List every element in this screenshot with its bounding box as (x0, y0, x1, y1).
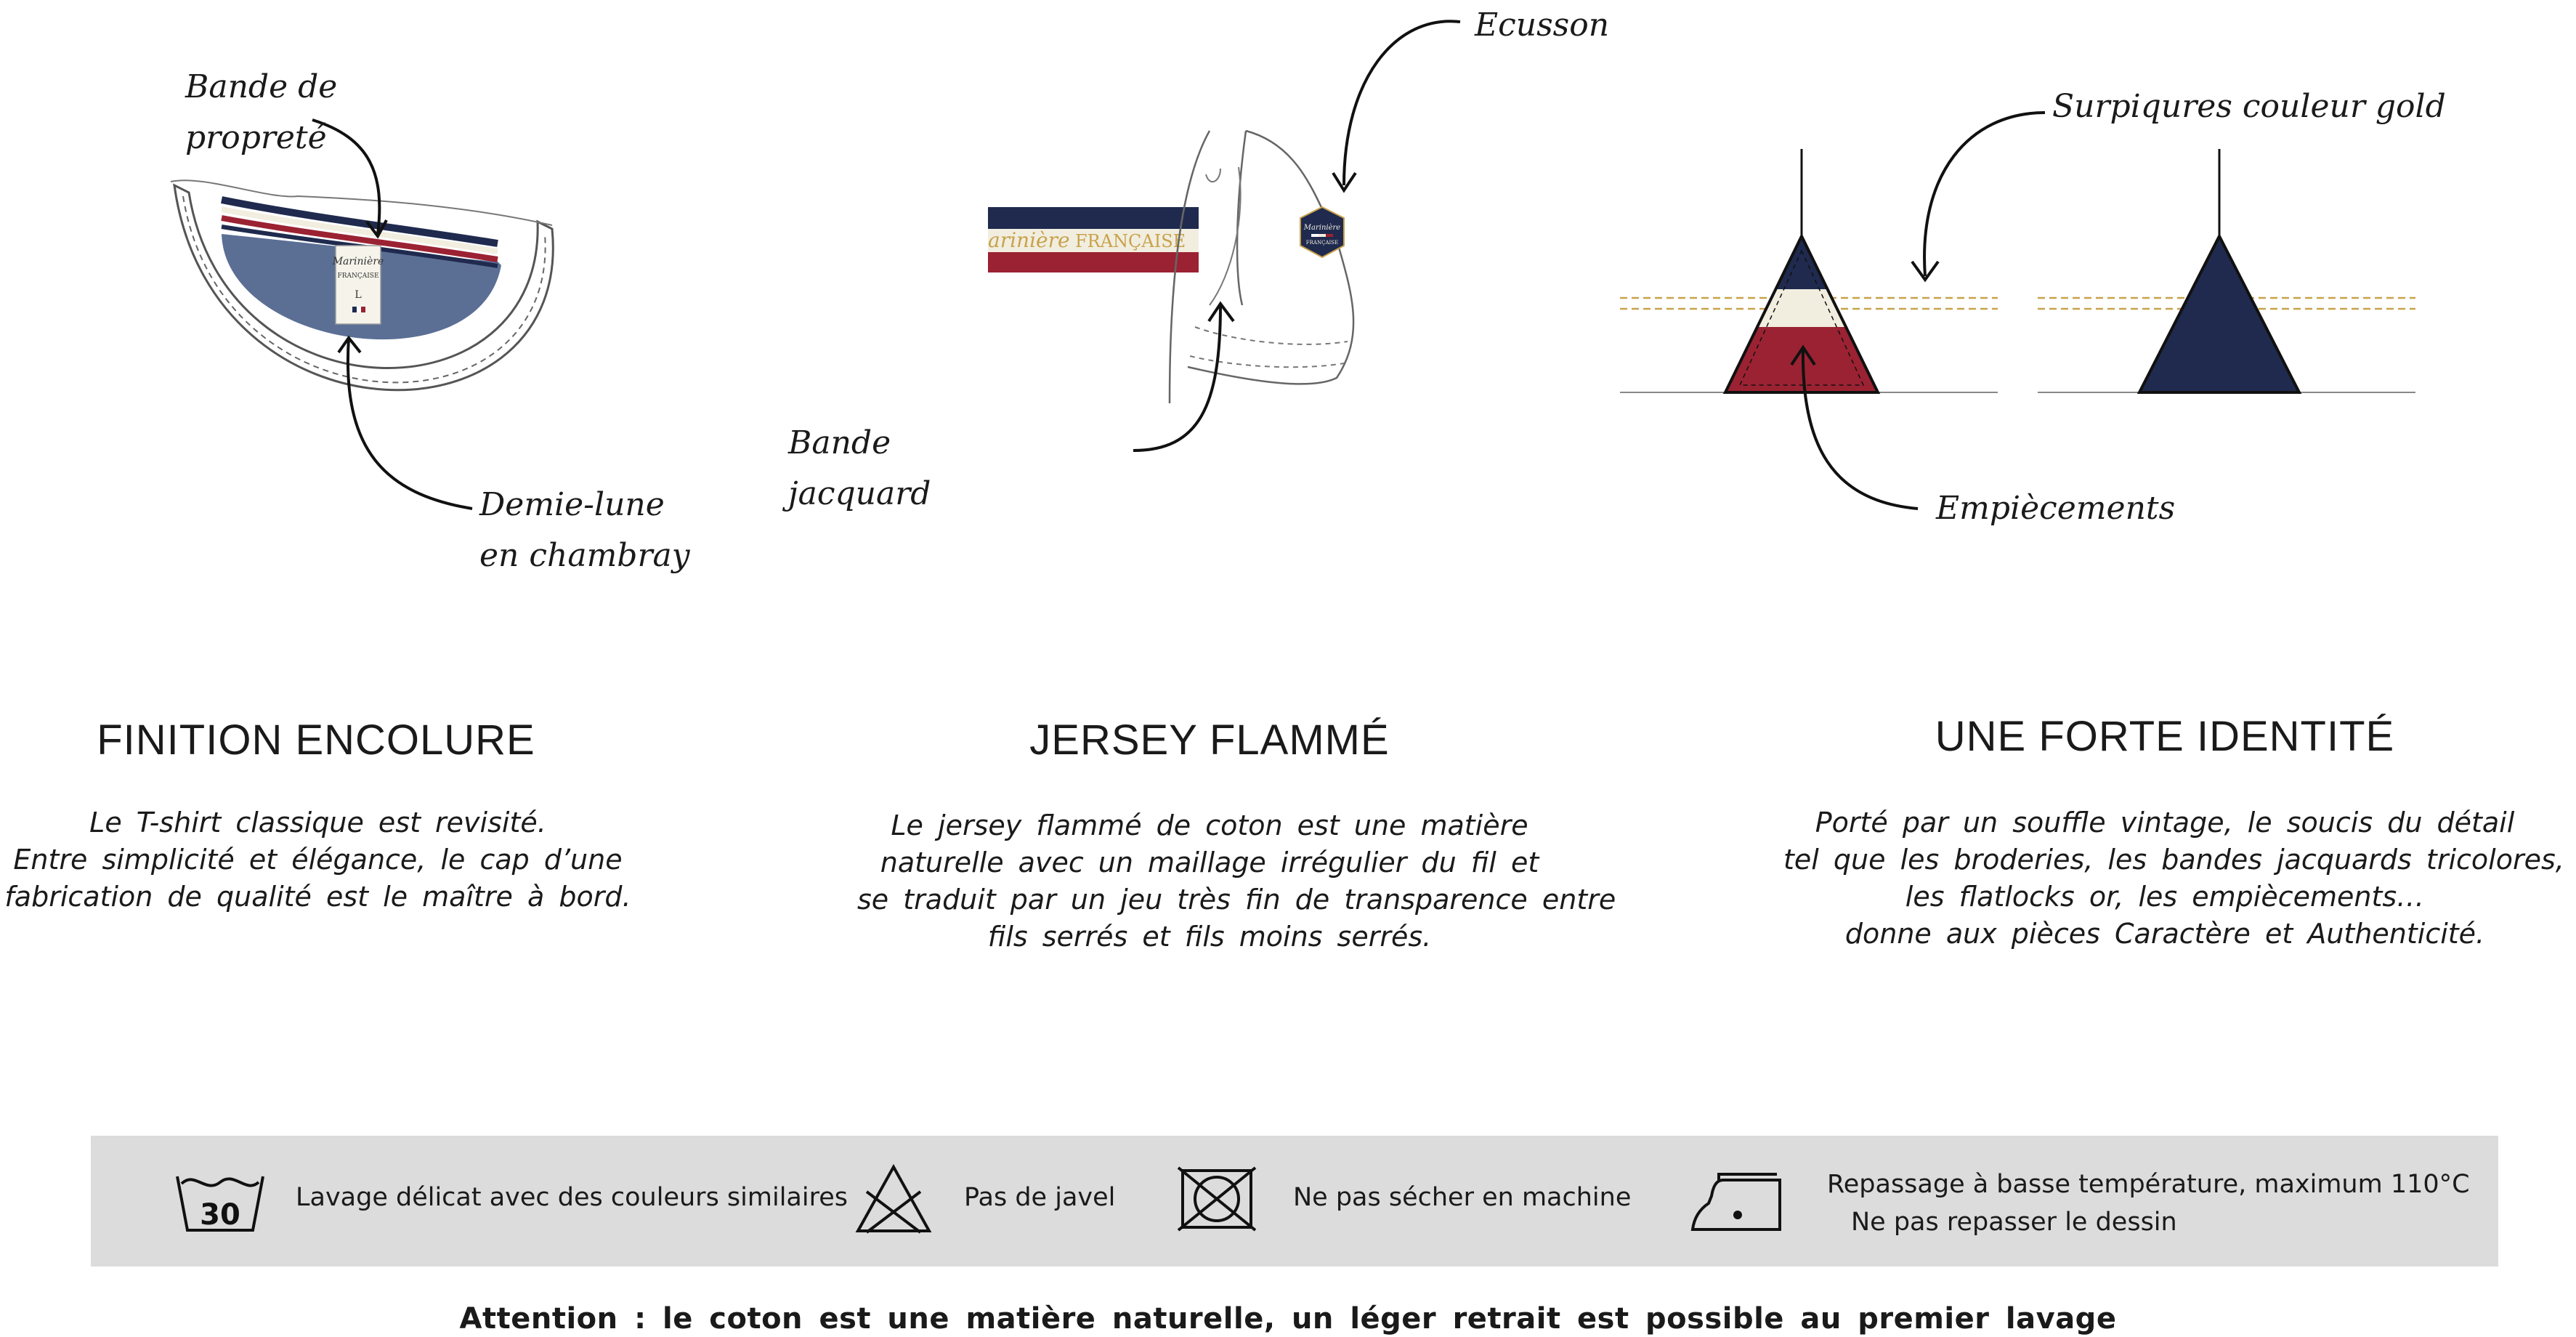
callout-bande-jacquard: Bande jacquard (788, 424, 931, 512)
care-label-iron-design: Ne pas repasser le dessin (1851, 1208, 2177, 1237)
jacquard-band-red (988, 252, 1199, 272)
callout-demie-lune: Demie-lune en chambray (479, 486, 690, 574)
callout-surpiqures: Surpiqures couleur gold (2052, 88, 2446, 125)
tricolour-gusset-cream (1757, 289, 1846, 327)
size-label-brand-2: FRANÇAISE (337, 272, 379, 280)
column-title-encolure: FINITION ENCOLURE (97, 716, 535, 764)
care-label-dry: Ne pas sécher en machine (1293, 1183, 1632, 1212)
column-title-jersey: JERSEY FLAMMÉ (1029, 716, 1390, 764)
shrinkage-warning: Attention : le coton est une matière naturelle, un léger retrait est possible au premier lavage (459, 1302, 2117, 1336)
jersey-illustration (959, 0, 1671, 523)
arrow-surpiqures (1924, 113, 2045, 276)
arrow-bande-jacquard (1133, 305, 1220, 451)
care-label-iron: Repassage à basse température, maximum 110°C (1827, 1170, 2470, 1199)
column-text-encolure: Le T-shirt classique est revisité. Entre simplicité et élégance, le cap d’une fabrication de qualité est le maître à bord. (4, 807, 631, 913)
care-label-bleach: Pas de javel (964, 1183, 1116, 1212)
callout-bande-proprete: Bande de propreté (185, 68, 338, 156)
size-label-brand-1: Marinière (332, 256, 384, 267)
patch-badge (1300, 207, 1344, 257)
column-text-identite: Porté par un souffle vintage, le soucis du détail tel que les broderies, les bandes jacquards tricolores, les flatlocks or, les empiècements… donne aux pièces Caractère et Authenticité. (1783, 807, 2564, 950)
size-label-size: L (355, 289, 362, 301)
callout-empiecements: Empiècements (1936, 490, 2176, 527)
jacquard-band-navy (988, 207, 1199, 229)
svg-text:30: 30 (200, 1198, 240, 1232)
column-text-jersey: Le jersey flammé de coton est une matière naturelle avec un maillage irrégulier du fil et se traduit par un jeu très fin de transparence entre fils serrés et fils moins serrés. (857, 809, 1616, 953)
care-label-wash: Lavage délicat avec des couleurs similaires (296, 1183, 848, 1212)
no-tumble-dry-icon (1177, 1166, 1257, 1232)
tricolour-gusset-navy (1775, 236, 1828, 289)
wash-30-icon (173, 1166, 267, 1235)
callout-ecusson: Ecusson (1475, 7, 1610, 44)
navy-gusset (2139, 236, 2299, 392)
patch-text-2: FRANÇAISE (1305, 240, 1339, 246)
no-bleach-icon (854, 1163, 933, 1235)
column-title-identite: UNE FORTE IDENTITÉ (1935, 713, 2395, 760)
arrow-half-moon (348, 338, 472, 509)
arrow-ecusson (1344, 21, 1460, 185)
patch-text-1: Marinière (1303, 224, 1341, 232)
iron-low-icon (1687, 1170, 1785, 1235)
jacquard-band-text: FRANÇAISE (1075, 231, 1186, 251)
jacquard-band-text-script: arinière (988, 228, 1070, 252)
